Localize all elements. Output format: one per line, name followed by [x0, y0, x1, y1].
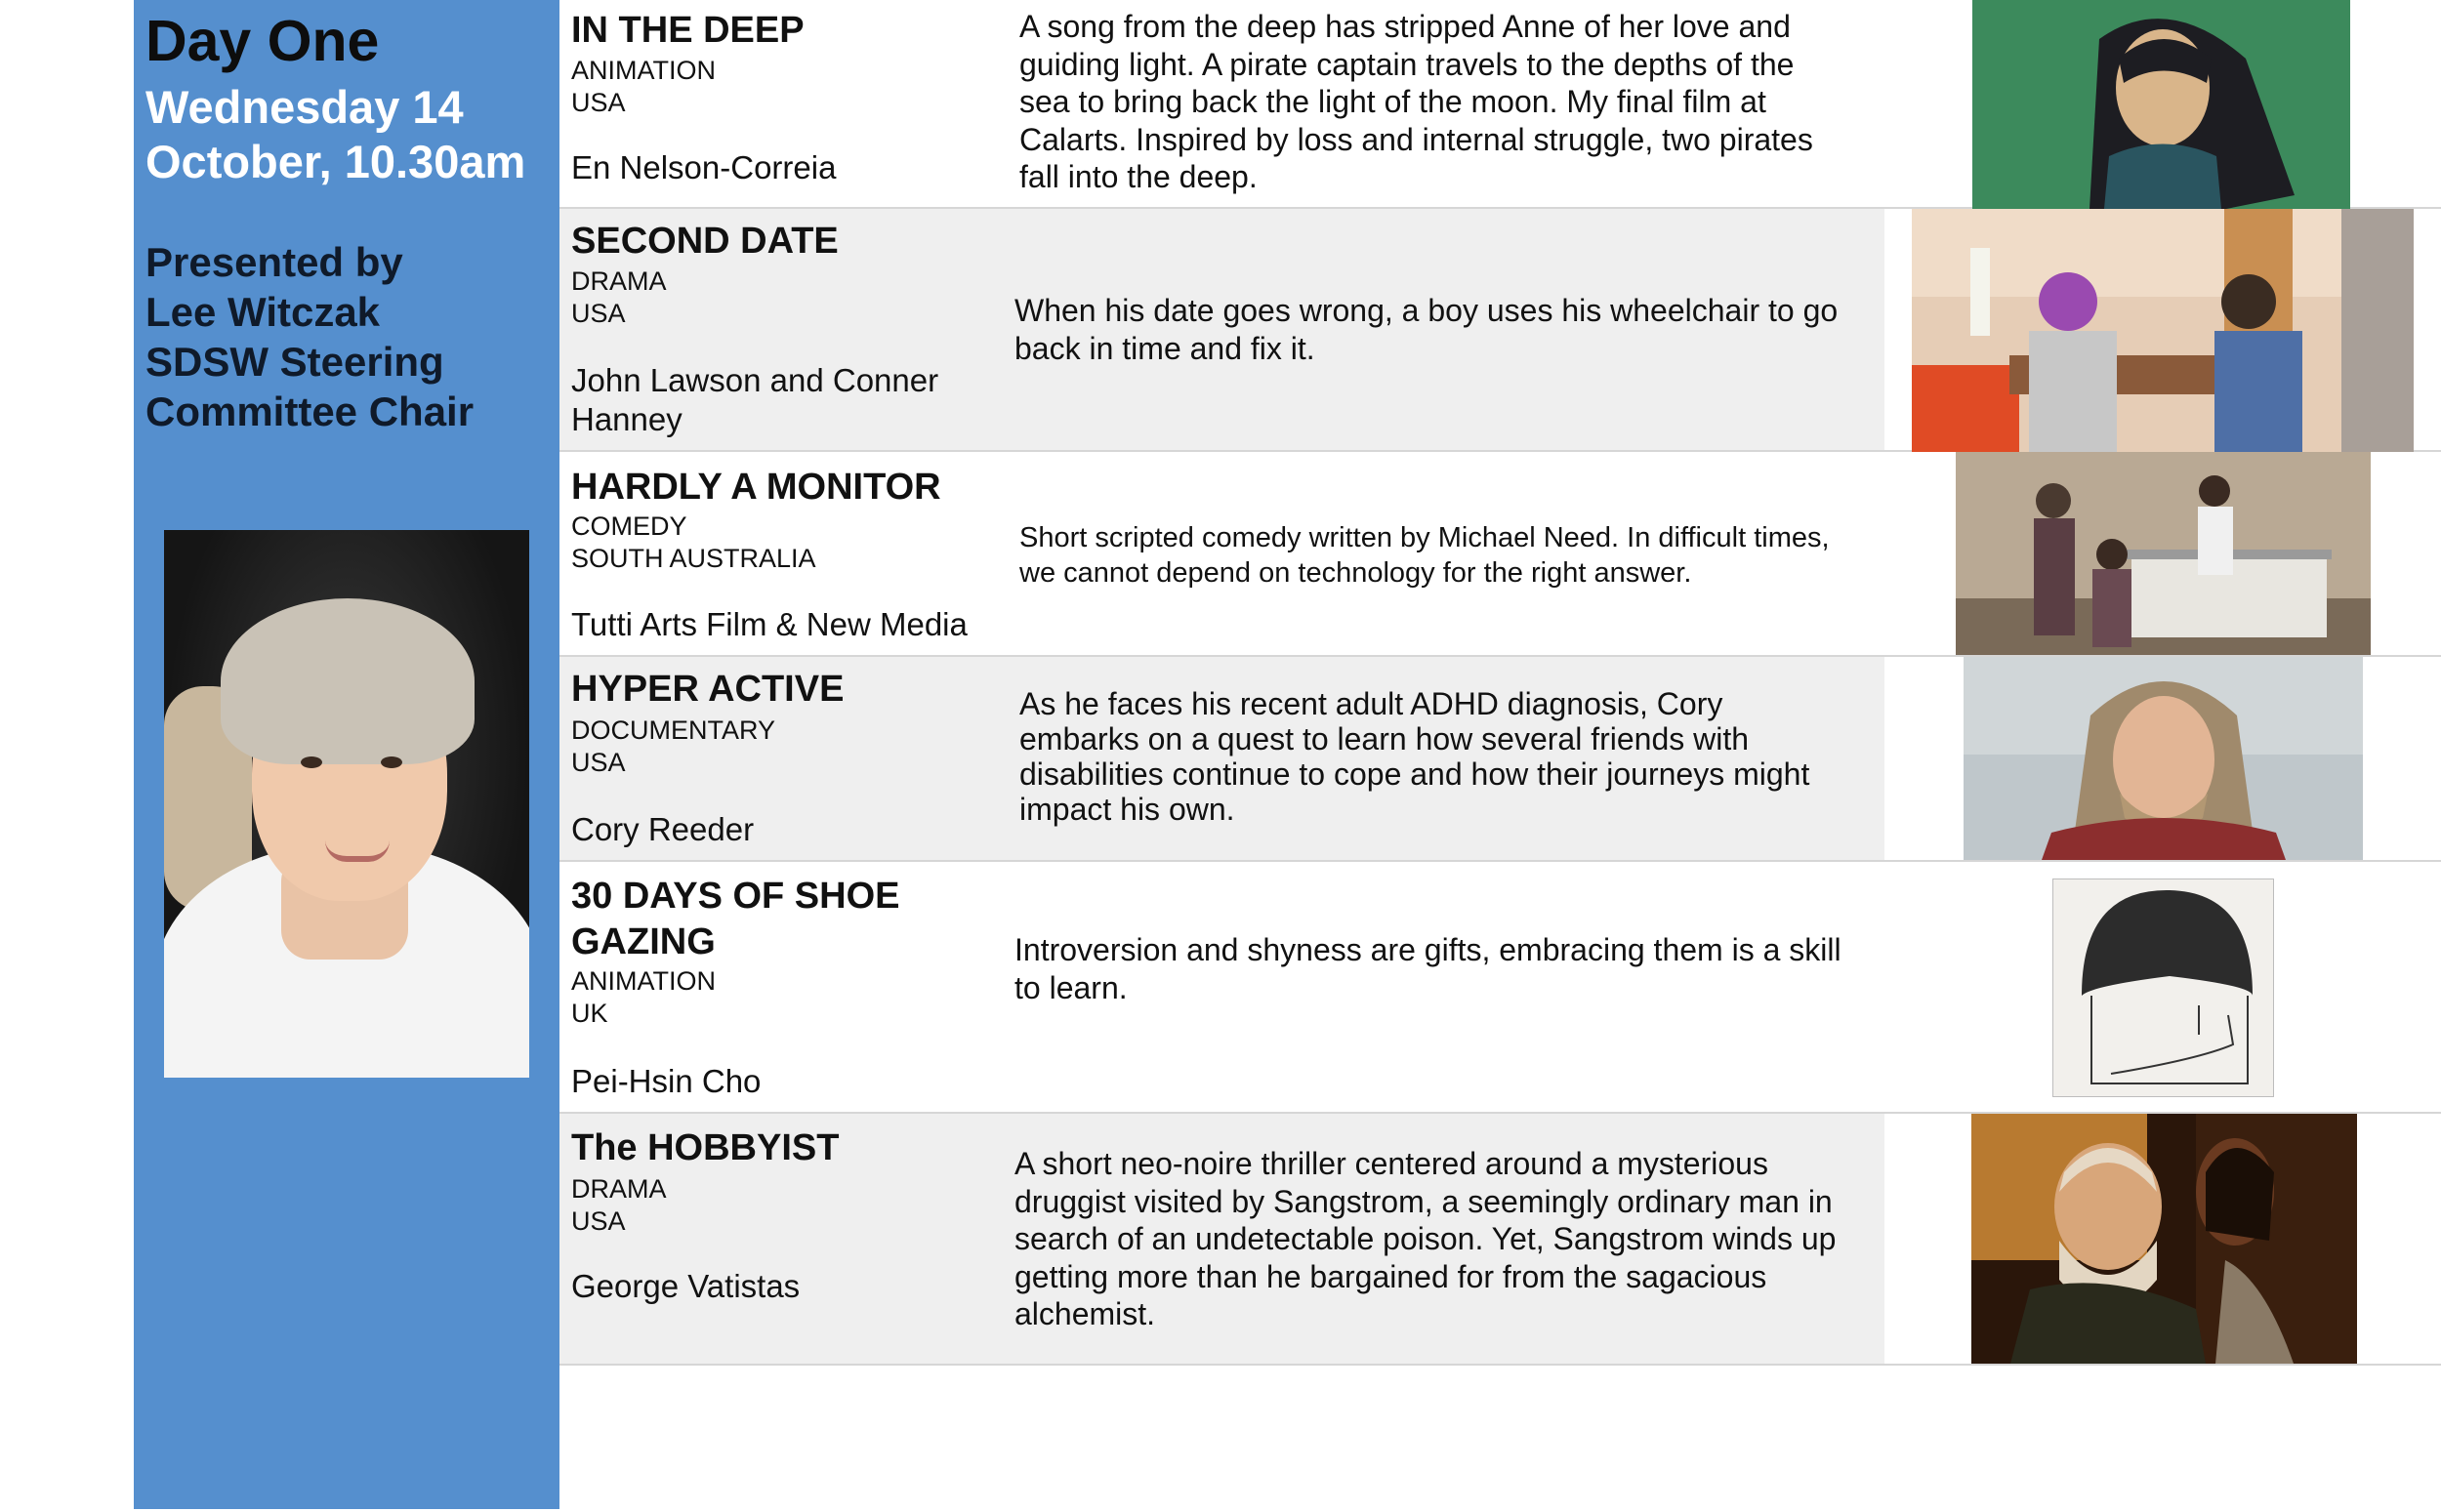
film-makers: Cory Reeder — [571, 811, 755, 847]
film-country: USA — [571, 299, 626, 328]
film-synopsis: A short neo-noire thriller centered around a mysterious druggist visited by Sangstrom, a seemingly ordinary man in search of an undetectable poison. Yet, Sangstrom winds up getting more than he bargained for from the sagacious alchemist. — [1014, 1146, 1837, 1331]
film-makers: George Vatistas — [571, 1268, 801, 1304]
film-title: HYPER ACTIVE — [571, 669, 845, 710]
film-makers: John Lawson and Conner Hanney — [571, 362, 939, 437]
film-makers: En Nelson-Correia — [571, 149, 837, 185]
film-still — [1964, 657, 2363, 860]
presenter-photo — [164, 530, 529, 1078]
film-genre: DOCUMENTARY — [571, 715, 776, 745]
film-synopsis: When his date goes wrong, a boy uses his wheelchair to go back in time and fix it. — [1014, 293, 1839, 366]
session-date: Wednesday 14 October, 10.30am — [145, 81, 526, 187]
film-row — [559, 209, 2441, 452]
film-makers: Tutti Arts Film & New Media — [571, 606, 968, 642]
film-row — [559, 0, 2441, 209]
presenter-line: Presented by — [145, 239, 403, 285]
film-row — [559, 657, 2441, 862]
film-genre: ANIMATION — [571, 966, 716, 996]
film-country: SOUTH AUSTRALIA — [571, 544, 816, 573]
sidebar — [134, 0, 559, 1509]
film-still — [1971, 1114, 2357, 1364]
film-still — [1972, 0, 2350, 209]
film-country: USA — [571, 748, 626, 777]
film-genre: DRAMA — [571, 266, 667, 296]
film-still — [1956, 452, 2371, 655]
film-country: USA — [571, 88, 626, 117]
film-synopsis: Introversion and shyness are gifts, embracing them is a skill to learn. — [1014, 932, 1841, 1005]
presenter-line: Committee Chair — [145, 388, 475, 434]
film-genre: ANIMATION — [571, 56, 716, 85]
presenter-line: Lee Witczak — [145, 289, 381, 335]
film-row — [559, 452, 2441, 657]
film-country: USA — [571, 1206, 626, 1236]
film-row — [559, 1114, 2441, 1366]
film-title: IN THE DEEP — [571, 10, 805, 51]
film-genre: DRAMA — [571, 1174, 667, 1204]
film-country: UK — [571, 999, 608, 1028]
film-title: HARDLY A MONITOR — [571, 467, 941, 508]
film-makers: Pei-Hsin Cho — [571, 1063, 762, 1099]
film-title: SECOND DATE — [571, 221, 839, 262]
day-heading: Day One — [145, 9, 380, 73]
film-synopsis: Short scripted comedy written by Michael Need. In difficult times, we cannot depend on technology for the right answer. — [1019, 522, 1830, 589]
film-still — [1912, 209, 2414, 452]
film-row — [559, 862, 2441, 1114]
film-synopsis: A song from the deep has stripped Anne of her love and guiding light. A pirate captain travels to the depths of the sea to bring back the light of the moon. My final film at Calarts. Inspired by loss and internal struggle, two pirates fall into the deep. — [1019, 9, 1813, 194]
presenter-line: SDSW Steering — [145, 339, 444, 385]
presenter-credit — [145, 237, 556, 436]
film-still — [2052, 879, 2274, 1097]
film-title: 30 DAYS OF SHOE GAZING — [571, 876, 900, 962]
film-synopsis: As he faces his recent adult ADHD diagnosis, Cory embarks on a quest to learn how several friends with disabilities continue to cope and how their journeys might impact his own. — [1019, 686, 1810, 827]
film-genre: COMEDY — [571, 511, 687, 541]
film-title: The HOBBYIST — [571, 1127, 840, 1168]
